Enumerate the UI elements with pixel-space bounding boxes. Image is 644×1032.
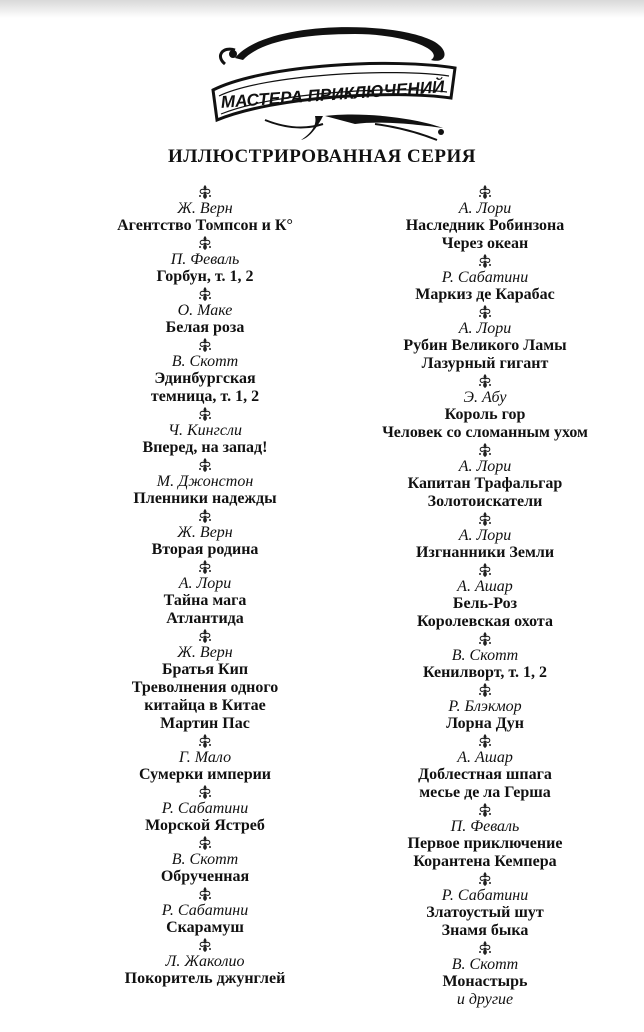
- book-entry: [164, 559, 247, 628]
- fleuron-icon: [478, 511, 492, 527]
- book-entry: [132, 628, 279, 733]
- book-title: Золотоискатели: [427, 493, 543, 510]
- book-author: Ж. Верн: [177, 524, 233, 541]
- book-title: Кенилворт, т. 1, 2: [422, 664, 548, 681]
- book-author: А. Ашар: [457, 749, 513, 766]
- book-entry: [162, 886, 249, 937]
- book-author: Р. Сабатини: [441, 269, 529, 286]
- book-author: В. Скотт: [171, 353, 239, 370]
- book-author: Э. Абу: [463, 389, 507, 406]
- book-title: Пленники надежды: [133, 490, 277, 507]
- fleuron-icon: [478, 631, 492, 647]
- fleuron-icon: [478, 304, 492, 320]
- fleuron-icon: [198, 784, 212, 800]
- book-author: А. Лори: [458, 320, 512, 337]
- book-title: Король гор: [444, 406, 526, 423]
- fleuron-icon: [478, 940, 492, 956]
- book-entry: [157, 235, 254, 286]
- fleuron-icon: [198, 508, 212, 524]
- book-title: Эдинбургская: [154, 370, 256, 387]
- fleuron-icon: [198, 235, 212, 251]
- fleuron-icon: [478, 682, 492, 698]
- book-entry: [117, 184, 293, 235]
- book-author: А. Лори: [178, 575, 232, 592]
- book-title: Вторая родина: [151, 541, 259, 558]
- book-author: Р. Блэкмор: [448, 698, 522, 715]
- fleuron-icon: [478, 253, 492, 269]
- book-entry: [408, 802, 563, 871]
- book-title: Доблестная шпага: [418, 766, 552, 783]
- book-title: Лорна Дун: [446, 715, 524, 732]
- book-entry: [443, 940, 528, 991]
- book-entry: [446, 682, 524, 733]
- book-entry: [403, 304, 566, 373]
- book-author: М. Джонстон: [156, 473, 254, 490]
- book-entry: [426, 871, 543, 940]
- book-title: Лазурный гигант: [421, 355, 549, 372]
- book-title: Белая роза: [165, 319, 245, 336]
- book-entry: [166, 286, 245, 337]
- fleuron-icon: [198, 835, 212, 851]
- book-title: Изгнанники Земли: [415, 544, 555, 561]
- book-title: Скарамуш: [166, 919, 244, 936]
- fleuron-icon: [198, 886, 212, 902]
- book-title: Первое приключение: [407, 835, 563, 852]
- book-title: Королевская охота: [417, 613, 553, 630]
- fleuron-icon: [478, 562, 492, 578]
- book-title: Агентство Томпсон и К°: [117, 217, 293, 234]
- book-entry: [133, 457, 276, 508]
- fleuron-icon: [198, 559, 212, 575]
- book-title: Маркиз де Карабас: [415, 286, 555, 303]
- book-title: Рубин Великого Ламы: [403, 337, 567, 354]
- right-column: [335, 184, 635, 1008]
- fleuron-icon: [478, 802, 492, 818]
- fleuron-icon: [198, 286, 212, 302]
- book-author: Р. Сабатини: [161, 800, 249, 817]
- book-entry: [406, 184, 565, 253]
- book-title: Атлантида: [166, 610, 244, 627]
- book-author: П. Феваль: [450, 818, 520, 835]
- fleuron-icon: [198, 628, 212, 644]
- book-entry: [125, 937, 286, 988]
- fleuron-icon: [478, 184, 492, 200]
- book-author: А. Лори: [458, 200, 512, 217]
- book-author: П. Феваль: [170, 251, 240, 268]
- book-entry: [382, 373, 588, 442]
- book-entry: [143, 406, 268, 457]
- book-title: Бель-Роз: [452, 595, 518, 612]
- book-author: Ч. Кингсли: [168, 422, 242, 439]
- series-logo: [205, 20, 460, 142]
- book-author: Ж. Верн: [177, 200, 233, 217]
- book-title: Человек со сломанным ухом: [382, 424, 588, 441]
- book-entry: [423, 631, 547, 682]
- book-entry: [152, 508, 259, 559]
- book-title: Треволнения одного: [131, 679, 279, 696]
- book-entry: [161, 835, 249, 886]
- book-title: Сумерки империи: [138, 766, 272, 783]
- book-title: Вперед, на запад!: [142, 439, 268, 456]
- book-entry: [145, 784, 265, 835]
- fleuron-icon: [478, 373, 492, 389]
- fleuron-icon: [198, 457, 212, 473]
- book-title: темница, т. 1, 2: [150, 388, 260, 405]
- book-title: Монастырь: [442, 973, 528, 990]
- book-author: Ж. Верн: [177, 644, 233, 661]
- book-author: Р. Сабатини: [441, 887, 529, 904]
- book-title: Капитан Трафальгар: [407, 475, 563, 492]
- book-title: Братья Кип: [161, 661, 249, 678]
- book-title: Знамя быка: [441, 922, 529, 939]
- book-entry: [151, 337, 259, 406]
- book-author: А. Лори: [458, 458, 512, 475]
- book-author: В. Скотт: [451, 956, 519, 973]
- book-title: Наследник Робинзона: [405, 217, 565, 234]
- and-others-note: и другие: [456, 991, 514, 1008]
- fleuron-icon: [198, 937, 212, 953]
- logo-text: МАСТЕРА ПРИКЛЮЧЕНИЙ: [220, 77, 444, 112]
- book-title: месье де ла Герша: [419, 784, 551, 801]
- fleuron-icon: [198, 184, 212, 200]
- book-title: китайца в Китае: [144, 697, 266, 714]
- left-column: [60, 184, 350, 988]
- book-title: Морской Ястреб: [145, 817, 265, 834]
- book-author: Р. Сабатини: [161, 902, 249, 919]
- book-author: Г. Мало: [178, 749, 232, 766]
- book-title: Через океан: [441, 235, 529, 252]
- book-author: А. Ашар: [457, 578, 513, 595]
- book-author: В. Скотт: [171, 851, 239, 868]
- series-heading: ИЛЛЮСТРИРОВАННАЯ СЕРИЯ: [168, 146, 476, 167]
- fleuron-icon: [198, 406, 212, 422]
- book-entry: [416, 511, 554, 562]
- book-entry: [408, 442, 563, 511]
- book-author: В. Скотт: [451, 647, 519, 664]
- book-title: Покоритель джунглей: [124, 970, 286, 987]
- fleuron-icon: [478, 733, 492, 749]
- book-title: Златоустый шут: [426, 904, 544, 921]
- top-shadow-bar: [0, 0, 644, 18]
- book-title: Обрученная: [160, 868, 250, 885]
- fleuron-icon: [198, 733, 212, 749]
- fleuron-icon: [198, 337, 212, 353]
- book-title: Корантена Кемпера: [413, 853, 557, 870]
- book-entry: [139, 733, 271, 784]
- book-title: Горбун, т. 1, 2: [156, 268, 254, 285]
- book-entry: [418, 733, 552, 802]
- book-entry: [415, 253, 554, 304]
- book-author: О. Маке: [177, 302, 233, 319]
- fleuron-icon: [478, 442, 492, 458]
- book-title: Мартин Пас: [160, 715, 250, 732]
- book-author: А. Лори: [458, 527, 512, 544]
- book-entry: [417, 562, 553, 631]
- fleuron-icon: [478, 871, 492, 887]
- book-title: Тайна мага: [163, 592, 247, 609]
- book-author: Л. Жаколио: [165, 953, 245, 970]
